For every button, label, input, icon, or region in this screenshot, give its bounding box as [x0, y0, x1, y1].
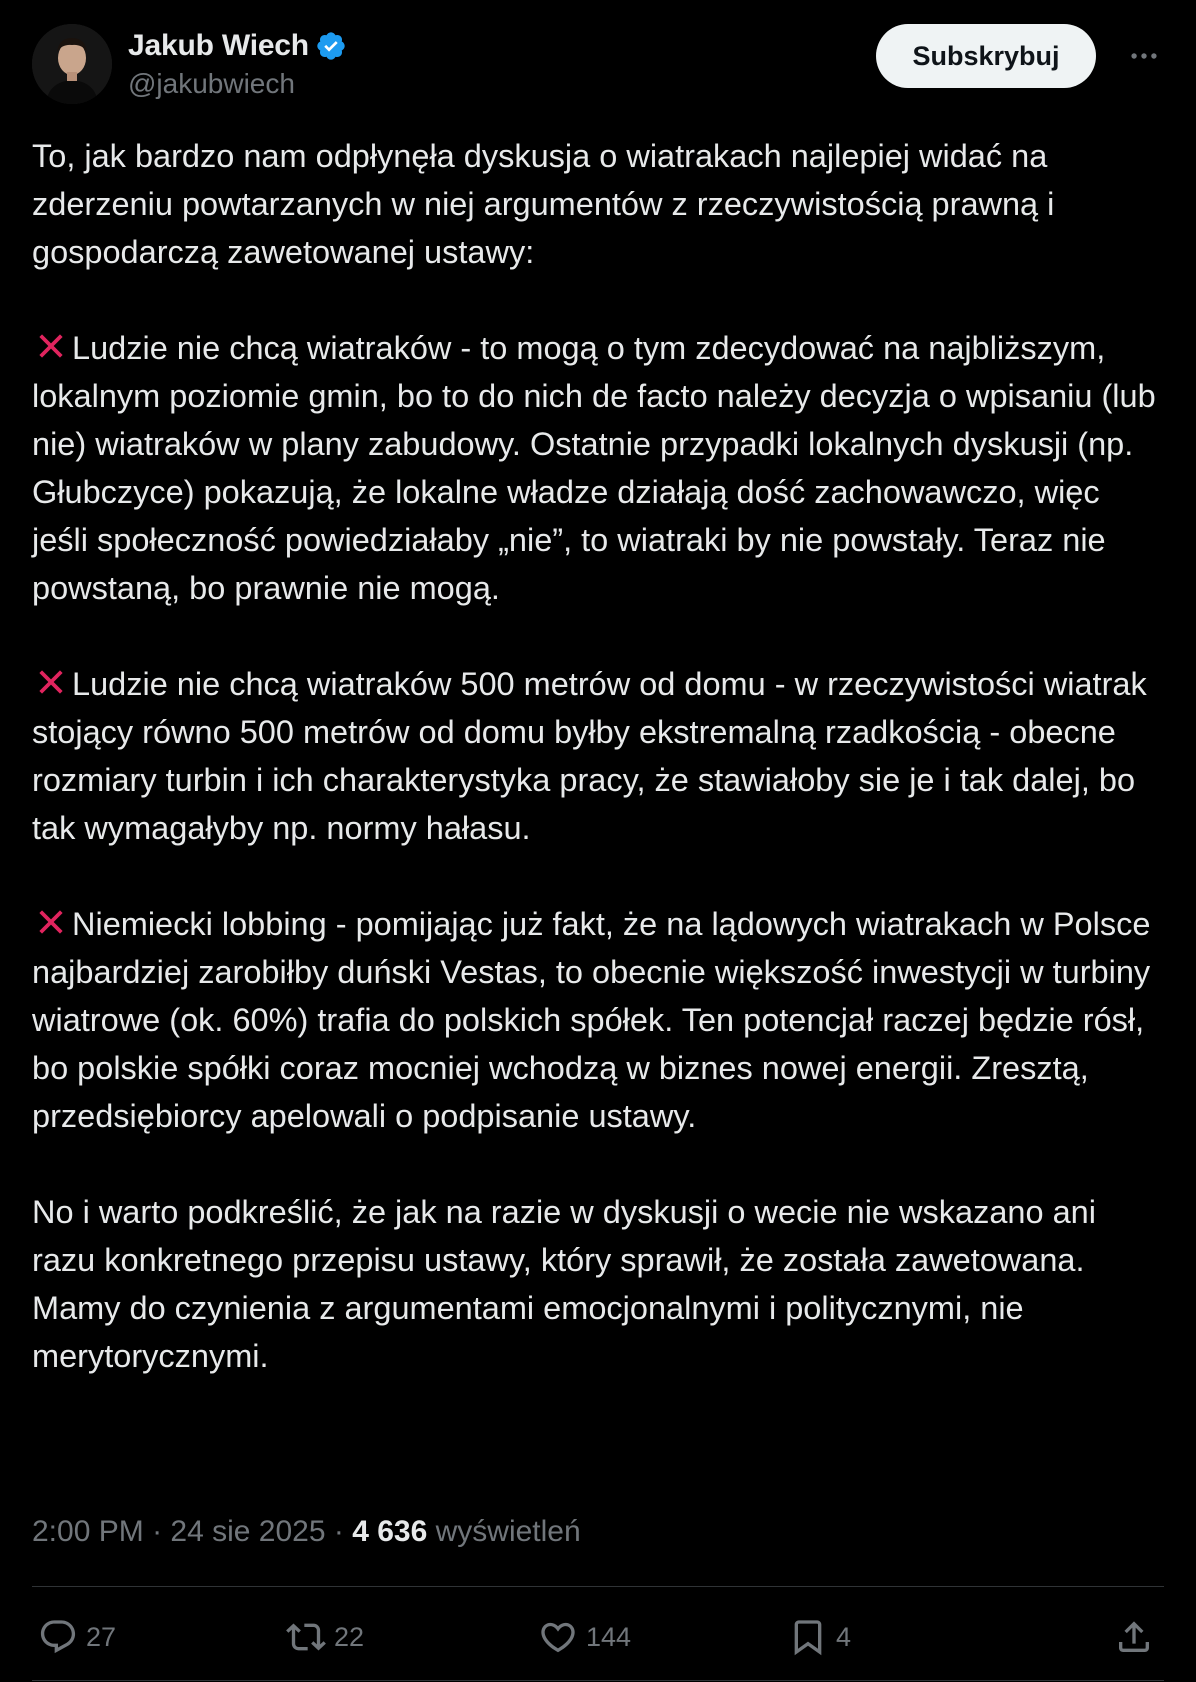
tweet-paragraph-text: Ludzie nie chcą wiatraków - to mogą o tym zdecydować na najbliższym, lokalnym poziomie gmin, bo to do nich de facto należy decyzja o wpisaniu (lub nie) wiatraków w plany zabudowy. Ostatnie przypadki lokalnych dyskusji (np. Głubczyce) pokazują, że lokalne władze działają dość zachowawczo, więc jeśli społeczność powiedziałaby „nie”, to wiatraki by nie powstały. Teraz nie powstaną, bo prawnie nie mogą.: [32, 330, 1165, 606]
more-options-button[interactable]: [1124, 36, 1164, 76]
views-label: wyświetleń: [427, 1515, 581, 1548]
like-icon: [538, 1617, 578, 1657]
repost-button[interactable]: [286, 1612, 364, 1662]
repost-count: 22: [334, 1621, 365, 1652]
tweet-paragraph: [32, 900, 1164, 1140]
more-icon: [1127, 39, 1161, 73]
reply-button[interactable]: [38, 1612, 116, 1662]
tweet-paragraph: [32, 1188, 1164, 1380]
tweet-meta: [32, 1508, 581, 1556]
subscribe-button[interactable]: Subskrybuj: [876, 24, 1096, 88]
cross-mark-icon: [32, 663, 70, 701]
action-bar: [32, 1612, 1164, 1662]
cross-mark-icon: [32, 327, 70, 365]
bookmark-button[interactable]: [788, 1612, 851, 1662]
reply-icon: [38, 1617, 78, 1657]
tweet-date[interactable]: 24 sie 2025: [170, 1515, 326, 1548]
tweet-paragraph-text: Ludzie nie chcą wiatraków 500 metrów od domu - w rzeczywistości wiatrak stojący równo 500 metrów od domu byłby ekstremalną rzadkością - obecne rozmiary turbin i ich charakterystyka pracy, że stawiałoby sie je i tak dalej, bo tak wymagałyby np. normy hałasu.: [32, 666, 1156, 846]
views-count: 4 636: [352, 1515, 428, 1548]
meta-separator: ·: [325, 1515, 353, 1548]
bookmark-icon: [788, 1617, 828, 1657]
tweet-paragraph: [32, 132, 1164, 276]
avatar-portrait-icon: [32, 24, 112, 104]
tweet-paragraph: [32, 324, 1164, 612]
tweet-paragraph-text: No i warto podkreślić, że jak na razie w dyskusji o wecie nie wskazano ani razu konkretnego przepisu ustawy, który sprawił, że została zawetowana. Mamy do czynienia z argumentami emocjonalnymi i politycznymi, nie merytorycznymi.: [32, 1194, 1105, 1374]
author-block: [128, 28, 347, 100]
bookmark-count: 4: [836, 1621, 852, 1652]
tweet-paragraph: [32, 660, 1164, 852]
reply-count: 27: [86, 1621, 117, 1652]
tweet-header: [32, 24, 1164, 104]
verified-badge-icon[interactable]: [315, 30, 347, 62]
author-handle[interactable]: @jakubwiech: [128, 68, 295, 99]
tweet-time[interactable]: 2:00 PM: [32, 1515, 144, 1548]
share-icon: [1114, 1617, 1154, 1657]
author-name[interactable]: Jakub Wiech: [128, 29, 309, 62]
share-button[interactable]: [1114, 1612, 1154, 1662]
meta-separator: ·: [143, 1515, 171, 1548]
repost-icon: [286, 1617, 326, 1657]
avatar[interactable]: [32, 24, 112, 104]
cross-mark-icon: [32, 903, 70, 941]
tweet-paragraph-text: Niemiecki lobbing - pomijając już fakt, że na lądowych wiatrakach w Polsce najbardziej zarobiłby duński Vestas, to obecnie większość inwestycji w turbiny wiatrowe (ok. 60%) trafia do polskich spółek. Ten potencjał raczej będzie rósł, bo polskie spółki coraz mocniej wchodzą w biznes nowej energii. Zresztą, przedsiębiorcy apelowali o podpisanie ustawy.: [32, 906, 1160, 1134]
like-button[interactable]: [538, 1612, 631, 1662]
divider: [32, 1680, 1164, 1681]
like-count: 144: [586, 1621, 632, 1652]
tweet-text: [32, 132, 1164, 1380]
divider: [32, 1586, 1164, 1587]
tweet-paragraph-text: To, jak bardzo nam odpłynęła dyskusja o wiatrakach najlepiej widać na zderzeniu powtarzanych w niej argumentów z rzeczywistością prawną i gospodarczą zawetowanej ustawy:: [32, 138, 1064, 270]
